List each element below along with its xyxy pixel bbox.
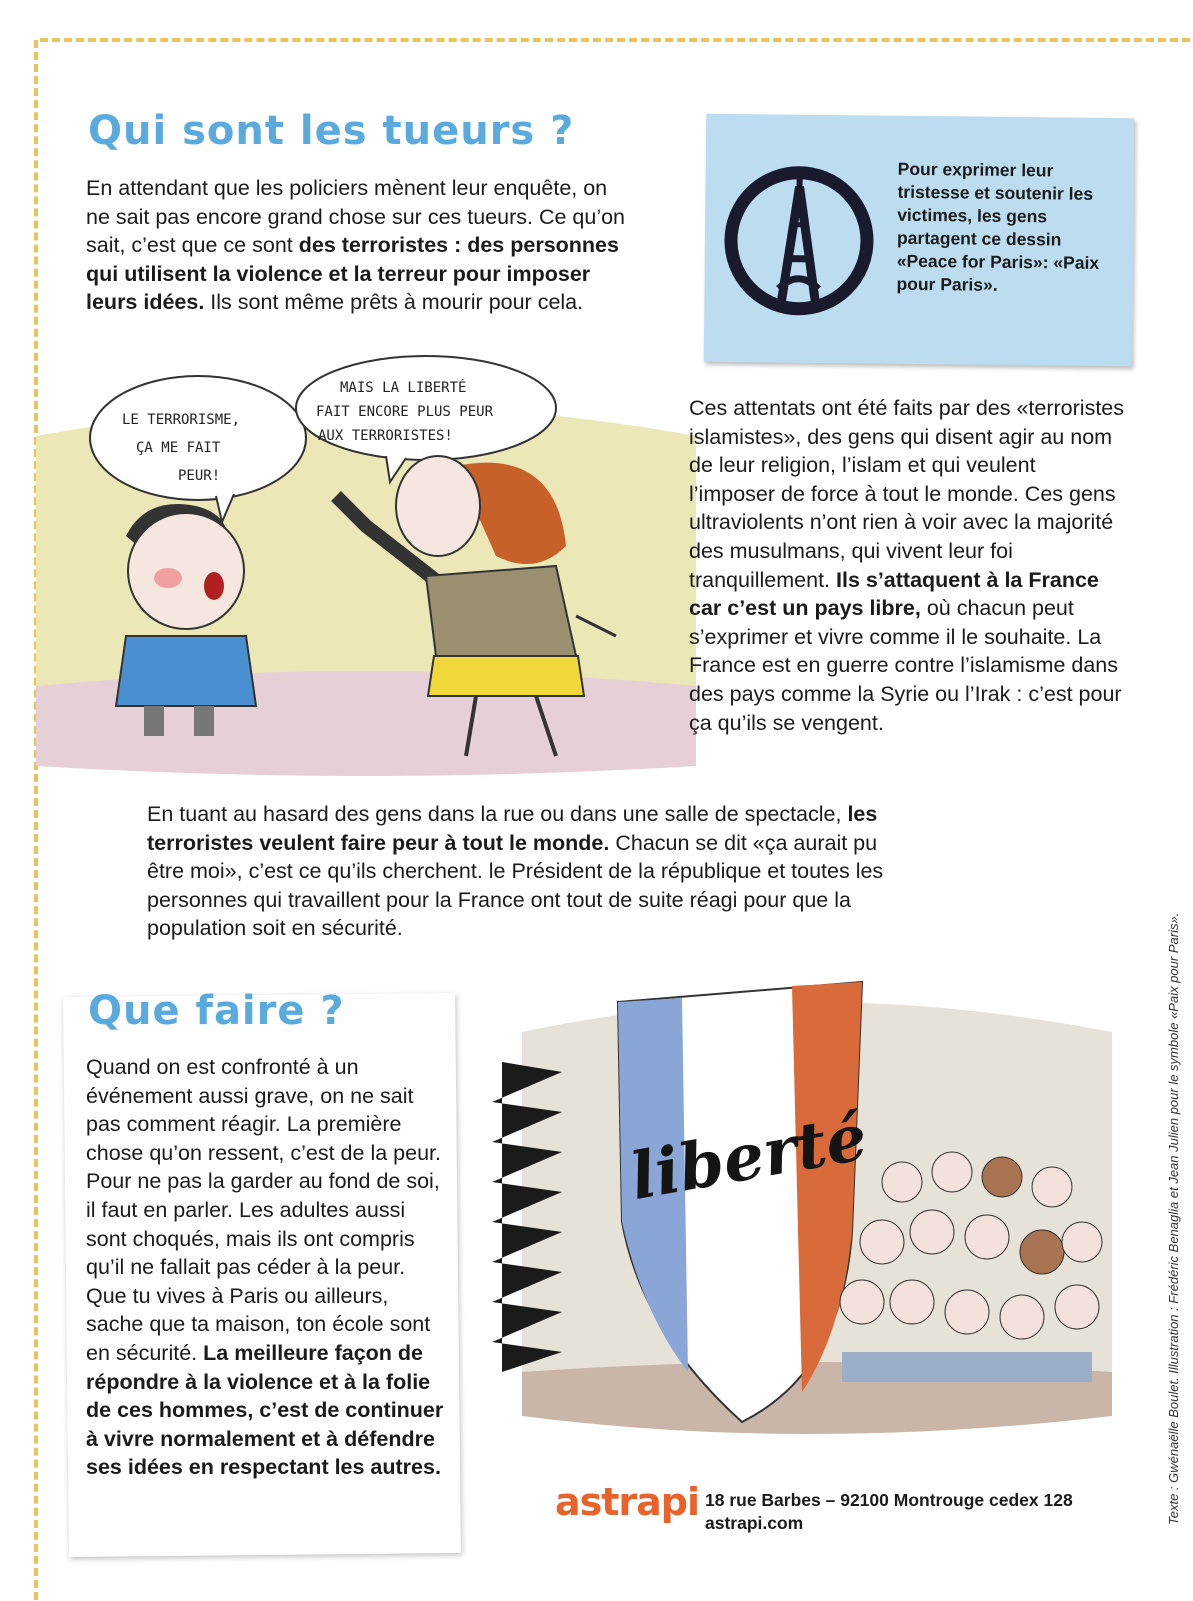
footer-address-block <box>705 1489 1073 1535</box>
child-bubble-line-3: PEUR! <box>178 468 221 484</box>
section-title-tueurs: Qui sont les tueurs ? <box>88 108 575 154</box>
shield-word-liberte: liberté <box>625 1099 873 1215</box>
peace-caption: Pour exprimer leur tristesse et soutenir les victimes, les gens partagent ce dessin «Peace for Paris»: «Paix pour Paris». <box>896 158 1100 295</box>
footer-address: 18 rue Barbes – 92100 Montrouge cedex 128 <box>705 1490 1073 1510</box>
middle-text-bold: les terroristes veulent faire peur à tout le monde. <box>147 802 878 855</box>
right-text-a: Ces attentats ont été faits par des «terroristes islamistes», des gens qui disent agir au nom de leur religion, l’islam et qui veulent l’imposer de force à tout le monde. Ces gens ultraviolents n’ont rien à voir avec la majorité des musulmans, qui vivent leur foi tranquillement. <box>689 396 1124 592</box>
section-title-que-faire: Que faire ? <box>88 988 345 1034</box>
intro-text-bold: des terroristes : des personnes qui utilisent la violence et la terreur pour imposer leurs idées. <box>86 233 619 315</box>
child-bubble-line-2: ÇA ME FAIT <box>136 440 221 456</box>
woman-bubble-line-2: FAIT ENCORE PLUS PEUR <box>316 404 494 420</box>
right-text-bold: Ils s’attaquent à la France car c’est un pays libre, <box>689 567 1099 621</box>
right-column-paragraph <box>689 394 1124 737</box>
child-bubble-line-1: LE TERRORISME, <box>122 412 241 428</box>
cartoon-child-woman <box>36 356 696 776</box>
intro-text-a: En attendant que les policiers mènent leur enquête, on ne sait pas encore grand chose sur ces tueurs. Ce qu’on sait, c’est que ce sont <box>86 176 626 258</box>
peace-for-paris-box <box>704 114 1135 366</box>
shield-crowd-illustration <box>482 972 1122 1452</box>
dashed-border-top <box>40 38 1190 42</box>
que-faire-text-a: Quand on est confronté à un événement aussi grave, on ne sait pas comment réagir. La première chose qu’on ressent, c’est de la peur. Pour ne pas la garder au fond de soi, il faut en parler. <box>86 1055 441 1222</box>
intro-text-b: Ils sont même prêts à mourir pour cela. <box>204 290 584 315</box>
intro-paragraph <box>86 174 631 317</box>
dashed-border-left <box>34 40 38 1600</box>
middle-text-a: En tuant au hasard des gens dans la rue ou dans une salle de spectacle, <box>147 802 848 826</box>
que-faire-paragraph <box>86 1053 448 1482</box>
peace-eiffel-icon <box>714 128 886 350</box>
que-faire-text-b: Les adultes aussi sont choqués, mais ils ont compris qu’il ne fallait pas céder à la peur. Que tu vives à Paris ou ailleurs, sache que ta maison, ton école sont en sécurité. <box>86 1197 431 1365</box>
middle-paragraph <box>147 800 907 943</box>
que-faire-text-bold: La meilleure façon de répondre à la violence et à la folie de ces hommes, c’est de continuer à vivre normalement et à défendre ses idées en respectant les autres. <box>86 1340 444 1480</box>
footer-website: astrapi.com <box>705 1513 804 1533</box>
credit-line: Texte : Gwénaëlle Boulet. Illustration : Frédéric Benaglia et Jean Julien pour le symbole «Paix pour Paris». <box>1166 912 1181 1525</box>
right-text-b: où chacun peut s’exprimer et vivre comme il le souhaite. La France est en guerre contre l’islamisme dans des pays comme la Syrie ou l’Irak : c’est pour ça qu’ils se vengent. <box>689 596 1122 735</box>
woman-bubble-line-1: MAIS LA LIBERTÉ <box>340 380 467 396</box>
middle-text-b: Chacun se dit «ça aurait pu être moi», c’est ce qu’ils cherchent. le Président de la république et toutes les personnes qui travaillent pour la France ont tout de suite réagi pour que la population soit en sécurité. <box>147 830 884 941</box>
astrapi-logo: astrapi <box>555 1480 700 1524</box>
woman-bubble-line-3: AUX TERRORISTES! <box>318 428 453 444</box>
